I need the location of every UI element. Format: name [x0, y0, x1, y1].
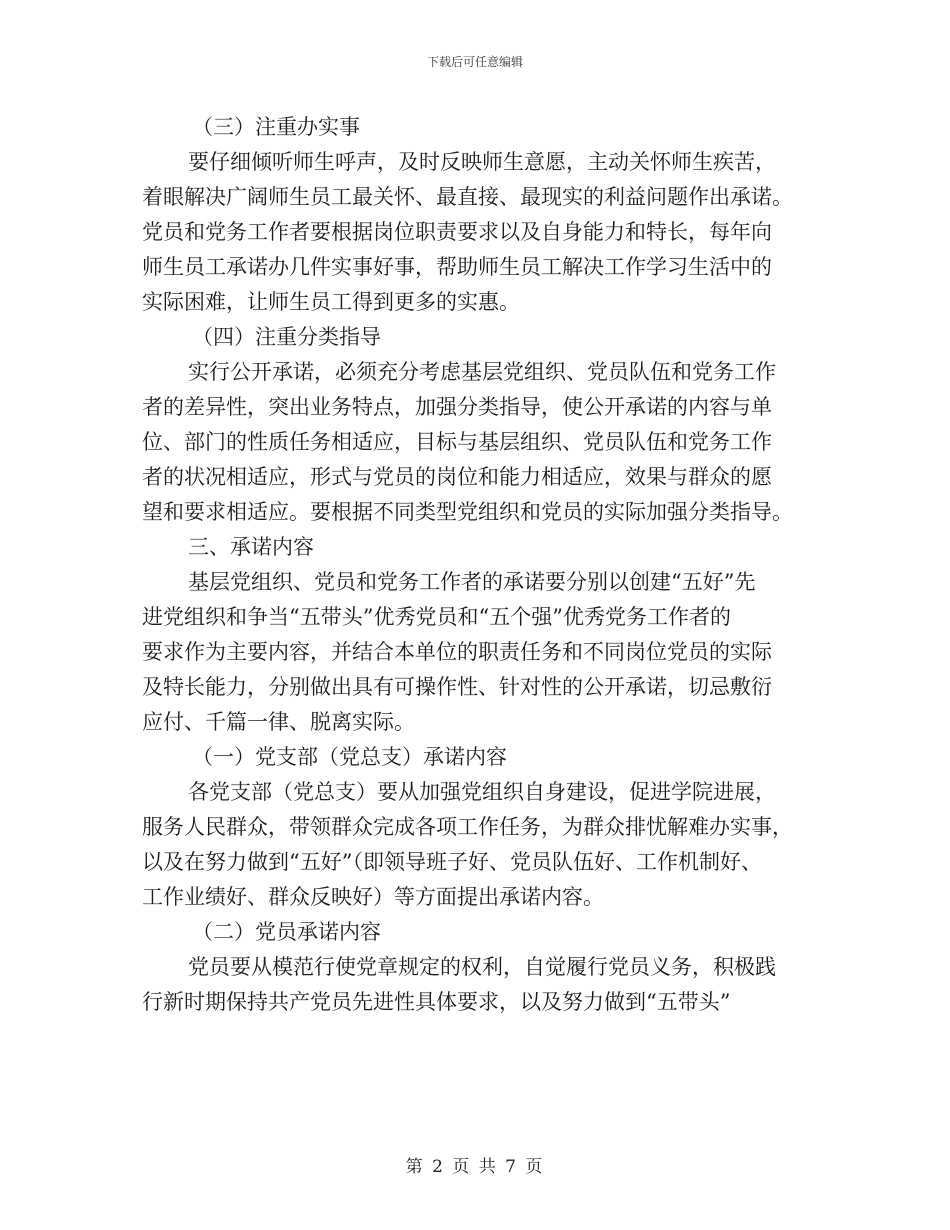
paragraph-line: 工作业绩好、群众反映好）等方面提出承诺内容。 [142, 885, 604, 909]
paragraph-line: 望和要求相适应。要根据不同类型党组织和党员的实际加强分类指导。 [142, 500, 793, 524]
section-heading: （二）党员承诺内容 [192, 920, 381, 944]
paragraph-line: 应付、千篇一律、脱离实际。 [142, 710, 415, 734]
section-heading: （一）党支部（党总支）承诺内容 [192, 745, 507, 769]
paragraph-line: 行新时期保持共产党员先进性具体要求，以及努力做到“五带头” [142, 990, 731, 1014]
paragraph-line: 及特长能力，分别做出具有可操作性、针对性的公开承诺，切忌敷衍 [142, 675, 772, 699]
paragraph-line: 基层党组织、党员和党务工作者的承诺要分别以创建“五好”先 [188, 570, 756, 594]
page-header: 下载后可任意编辑 [426, 55, 523, 69]
section-heading: （四）注重分类指导 [192, 325, 381, 349]
paragraph-line: 着眼解决广阔师生员工最关怀、最直接、最现实的利益问题作出承诺。 [142, 185, 793, 209]
paragraph-line: 要仔细倾听师生呼声，及时反映师生意愿，主动关怀师生疾苦， [188, 150, 776, 174]
paragraph-line: 党员和党务工作者要根据岗位职责要求以及自身能力和特长，每年向 [142, 220, 772, 244]
paragraph-line: 服务人民群众，带领群众完成各项工作任务，为群众排忧解难办实事， [142, 815, 793, 839]
paragraph-line: 者的状况相适应，形式与党员的岗位和能力相适应，效果与群众的愿 [142, 465, 772, 489]
paragraph-line: 实际困难，让师生员工得到更多的实惠。 [142, 290, 520, 314]
paragraph-line: 要求作为主要内容，并结合本单位的职责任务和不同岗位党员的实际 [142, 640, 772, 664]
paragraph-line: 党员要从模范行使党章规定的权利，自觉履行党员义务，积极践 [188, 955, 776, 979]
paragraph-line: 进党组织和争当“五带头”优秀党员和“五个强”优秀党务工作者的 [142, 605, 731, 629]
page-number: 第 2 页 共 7 页 [405, 1157, 545, 1177]
paragraph-line: 师生员工承诺办几件实事好事，帮助师生员工解决工作学习生活中的 [142, 255, 772, 279]
paragraph-line: 以及在努力做到“五好”（即领导班子好、党员队伍好、工作机制好、 [142, 850, 762, 874]
section-heading: （三）注重办实事 [192, 115, 360, 139]
document-body [142, 110, 810, 1020]
paragraph-line: 者的差异性，突出业务特点，加强分类指导，使公开承诺的内容与单 [142, 395, 772, 419]
section-heading: 三、承诺内容 [188, 535, 314, 559]
paragraph-line: 实行公开承诺，必须充分考虑基层党组织、党员队伍和党务工作 [188, 360, 776, 384]
paragraph-line: 各党支部（党总支）要从加强党组织自身建设，促进学院进展， [188, 780, 776, 804]
paragraph-line: 位、部门的性质任务相适应，目标与基层组织、党员队伍和党务工作 [142, 430, 772, 454]
